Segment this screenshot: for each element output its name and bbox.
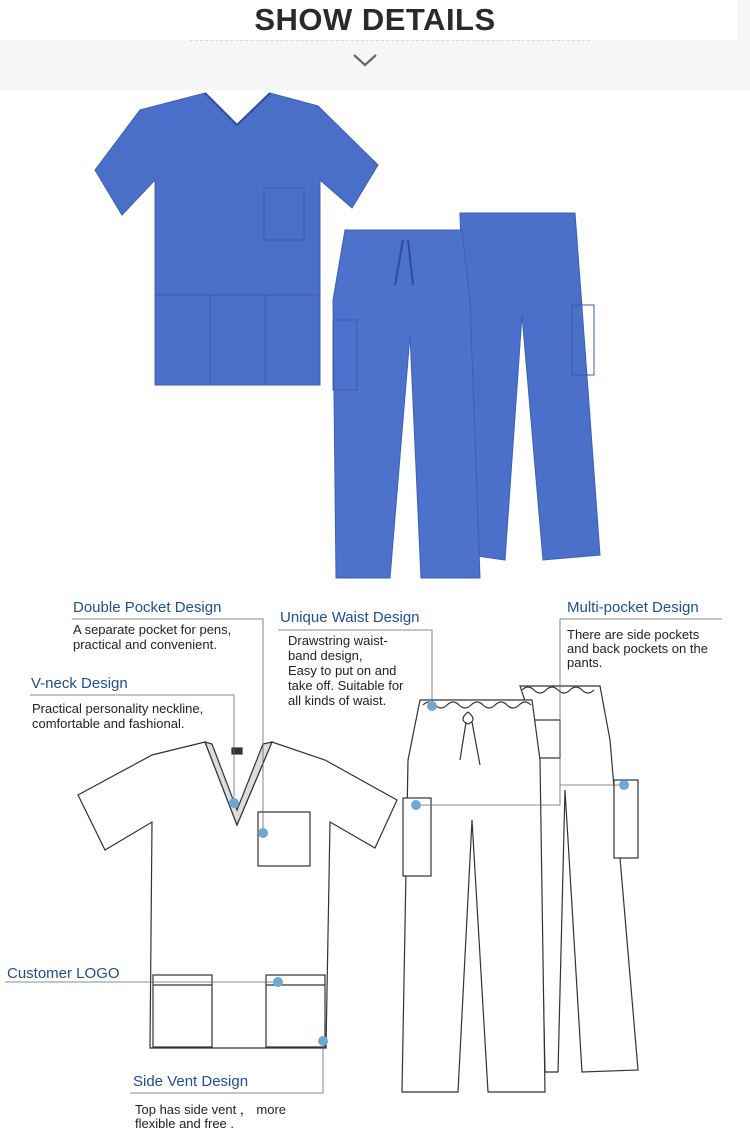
double-pocket-title: Double Pocket Design <box>73 599 222 616</box>
multi-pocket-title: Multi-pocket Design <box>567 599 699 616</box>
dot-multi-pocket-back <box>619 780 629 790</box>
side-vent-title: Side Vent Design <box>133 1073 249 1090</box>
scrub-top-sketch <box>78 742 397 1048</box>
dot-customer-logo <box>273 977 283 987</box>
section-title: SHOW DETAILS <box>254 2 496 37</box>
dot-double-pocket <box>258 828 268 838</box>
unique-waist-title: Unique Waist Design <box>280 609 420 626</box>
scrub-pants-front-sketch <box>402 700 545 1092</box>
vneck-desc-2: comfortable and fashional. <box>32 716 185 731</box>
multi-pocket-desc-3: pants. <box>567 655 603 670</box>
unique-waist-desc-4: take off. Suitable for <box>288 678 404 693</box>
scrub-pants-front-photo <box>333 230 480 578</box>
unique-waist-desc-2: band design, <box>288 648 363 663</box>
vneck-desc-1: Practical personality neckline, <box>32 701 204 716</box>
dot-unique-waist <box>427 701 437 711</box>
dot-side-vent <box>318 1036 328 1046</box>
double-pocket-desc-2: practical and convenient. <box>73 637 217 652</box>
side-vent-desc-1: Top has side vent ， more <box>135 1102 287 1117</box>
unique-waist-desc-3: Easy to put on and <box>288 663 397 678</box>
multi-pocket-desc-2: and back pockets on the <box>567 641 708 656</box>
multi-pocket-desc-1: There are side pockets <box>567 627 700 642</box>
unique-waist-desc-1: Drawstring waist- <box>288 633 388 648</box>
unique-waist-desc-5: all kinds of waist. <box>288 693 387 708</box>
dot-vneck <box>229 798 239 808</box>
dot-multi-pocket-side <box>411 800 421 810</box>
double-pocket-desc-1: A separate pocket for pens, <box>73 622 232 637</box>
side-vent-desc-2: flexible and free . <box>135 1116 235 1131</box>
vneck-title: V-neck Design <box>31 675 128 692</box>
customer-logo-title: Customer LOGO <box>7 965 120 982</box>
scrub-pants-back-photo <box>460 213 600 560</box>
